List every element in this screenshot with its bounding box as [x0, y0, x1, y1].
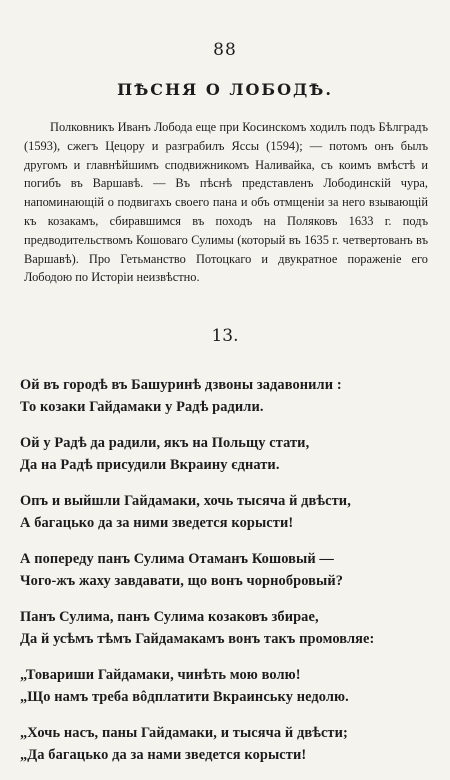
verse-line: Да й усѣмъ тѣмъ Гайдамакамъ вонъ такъ промовляе:: [20, 631, 375, 647]
verse-line: Ой у Радѣ да радили, якъ на Польщу стати,: [20, 435, 310, 451]
song-title: ПѢСНЯ О ЛОБОДѢ.: [117, 80, 333, 99]
stanza: [20, 432, 432, 476]
verse-line: Опъ и выйшли Гайдамаки, хочь тысяча й двѣсти,: [20, 493, 351, 509]
verse-line: „Товариши Гайдамаки, чинѣть мою волю!: [20, 667, 301, 683]
verse-line: А попереду панъ Сулима Отаманъ Кошовый —: [20, 551, 334, 567]
stanza: [20, 548, 432, 592]
verse-line: „Да багацько да за нами зведется корысти!: [20, 747, 307, 763]
verse-line: А багацько да за ними зведется корысти!: [20, 515, 294, 531]
verses: [20, 374, 432, 780]
verse-line: Чого-жъ жаху завдавати, що вонъ чорнобровый?: [20, 573, 344, 589]
stanza: [20, 490, 432, 534]
verse-line: „Що намъ треба вôдплатити Вкраинську недолю.: [20, 689, 349, 705]
verse-line: „Хочь насъ, паны Гайдамаки, и тысяча й двѣсти;: [20, 725, 348, 741]
stanza: [20, 606, 432, 650]
stanza: [20, 664, 432, 708]
verse-line: Да на Радѣ присудили Вкраину єднати.: [20, 457, 280, 473]
section-number: 13.: [211, 326, 239, 346]
stanza: [20, 374, 432, 418]
intro-paragraph: Полковникъ Иванъ Лобода еще при Косинскомъ ходилъ подъ Бѣлградъ (1593), сжегъ Цецору и разграбилъ Яссы (1594); — потомъ онъ былъ другомъ и главнѣйшимъ сподвижникомъ Наливайка, съ коимъ вмѣстѣ и погибъ въ Варшавѣ. — Въ пѣснѣ представленъ Лободинскій чура, напоминающій о подвигахъ своего пана и объ отмщеніи за него взывающій къ козакамъ, сбиравшимся въ походъ на Поляковъ 1633 г. подъ предводительствомъ Кошоваго Сулимы (который въ 1635 г. четвертованъ въ Варшавѣ). Про Гетьманство Потоцкаго и двукратное пораженіе его Лободою по Исторіи неизвѣстно.: [24, 120, 428, 285]
verse-line: То козаки Гайдамаки у Радѣ радили.: [20, 399, 264, 415]
page-number: 88: [213, 40, 237, 60]
verse-line: Ой въ городѣ въ Башуринѣ дзвоны задавонили :: [20, 377, 342, 393]
stanza: [20, 722, 432, 766]
verse-line: Панъ Сулима, панъ Сулима козаковъ збирае,: [20, 609, 319, 625]
